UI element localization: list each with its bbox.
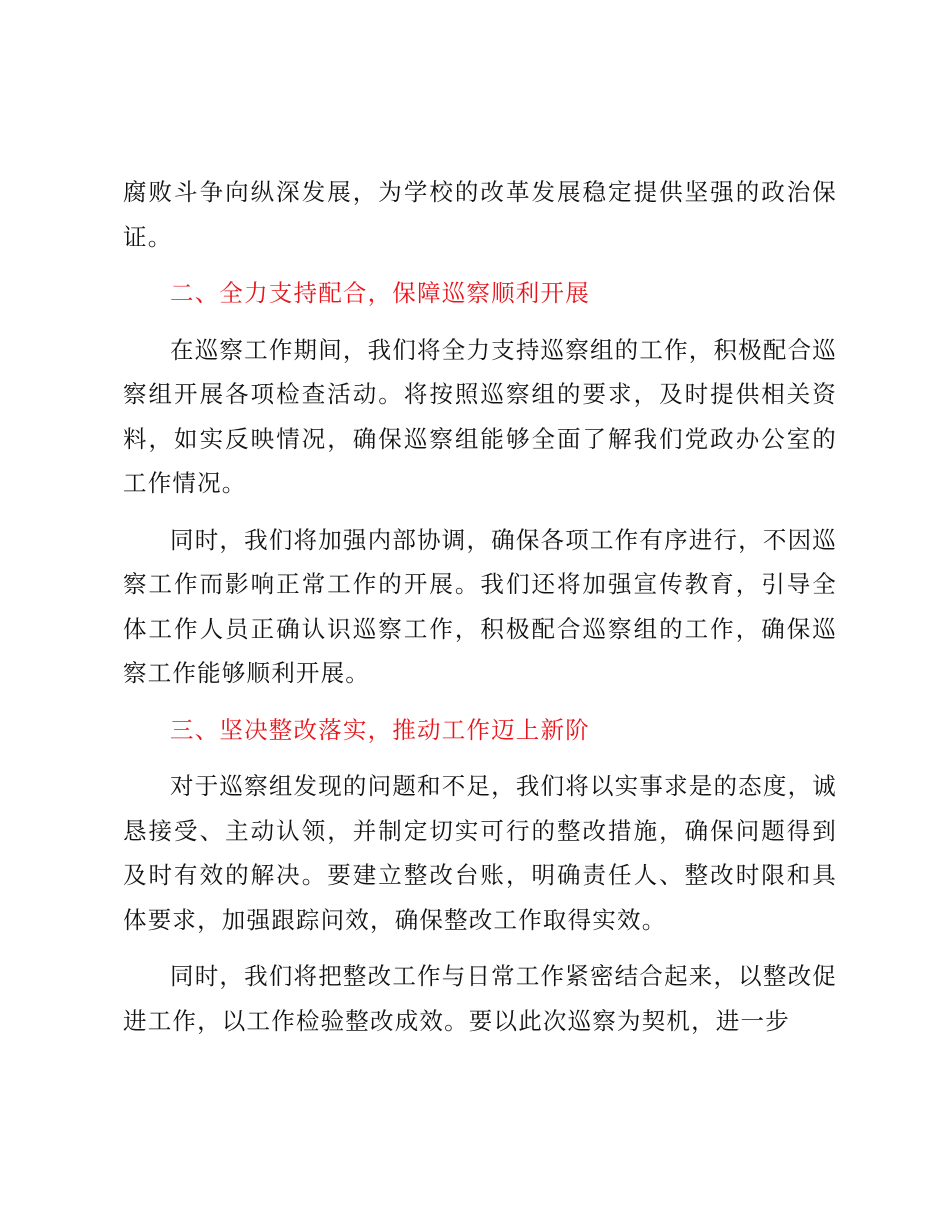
document-body [123,170,837,1043]
paragraph: 在巡察工作期间，我们将全力支持巡察组的工作，积极配合巡察组开展各项检查活动。将按照巡察组的要求，及时提供相关资料，如实反映情况，确保巡察组能够全面了解我们党政办公室的工作情况。 [123,335,837,497]
section-heading-3: 三、坚决整改落实，推动工作迈上新阶 [170,715,590,744]
section-heading-2: 二、全力支持配合，保障巡察顺利开展 [170,279,590,307]
paragraph: 对于巡察组发现的问题和不足，我们将以实事求是的态度，诚恳接受、主动认领，并制定切实可行的整改措施，确保问题得到及时有效的解决。要建立整改台账，明确责任人、整改时限和具体要求，加强跟踪问效，确保整改工作取得实效。 [123,772,837,934]
paragraph-continued: 腐败斗争向纵深发展，为学校的改革发展稳定提供坚强的政治保证。 [123,178,837,251]
paragraph: 同时，我们将加强内部协调，确保各项工作有序进行，不因巡察工作而影响正常工作的开展。我们还将加强宣传教育，引导全体工作人员正确认识巡察工作，积极配合巡察组的工作，确保巡察工作能够顺利开展。 [123,525,837,687]
paragraph: 同时，我们将把整改工作与日常工作紧密结合起来，以整改促进工作，以工作检验整改成效。要以此次巡察为契机，进一步 [123,962,837,1035]
